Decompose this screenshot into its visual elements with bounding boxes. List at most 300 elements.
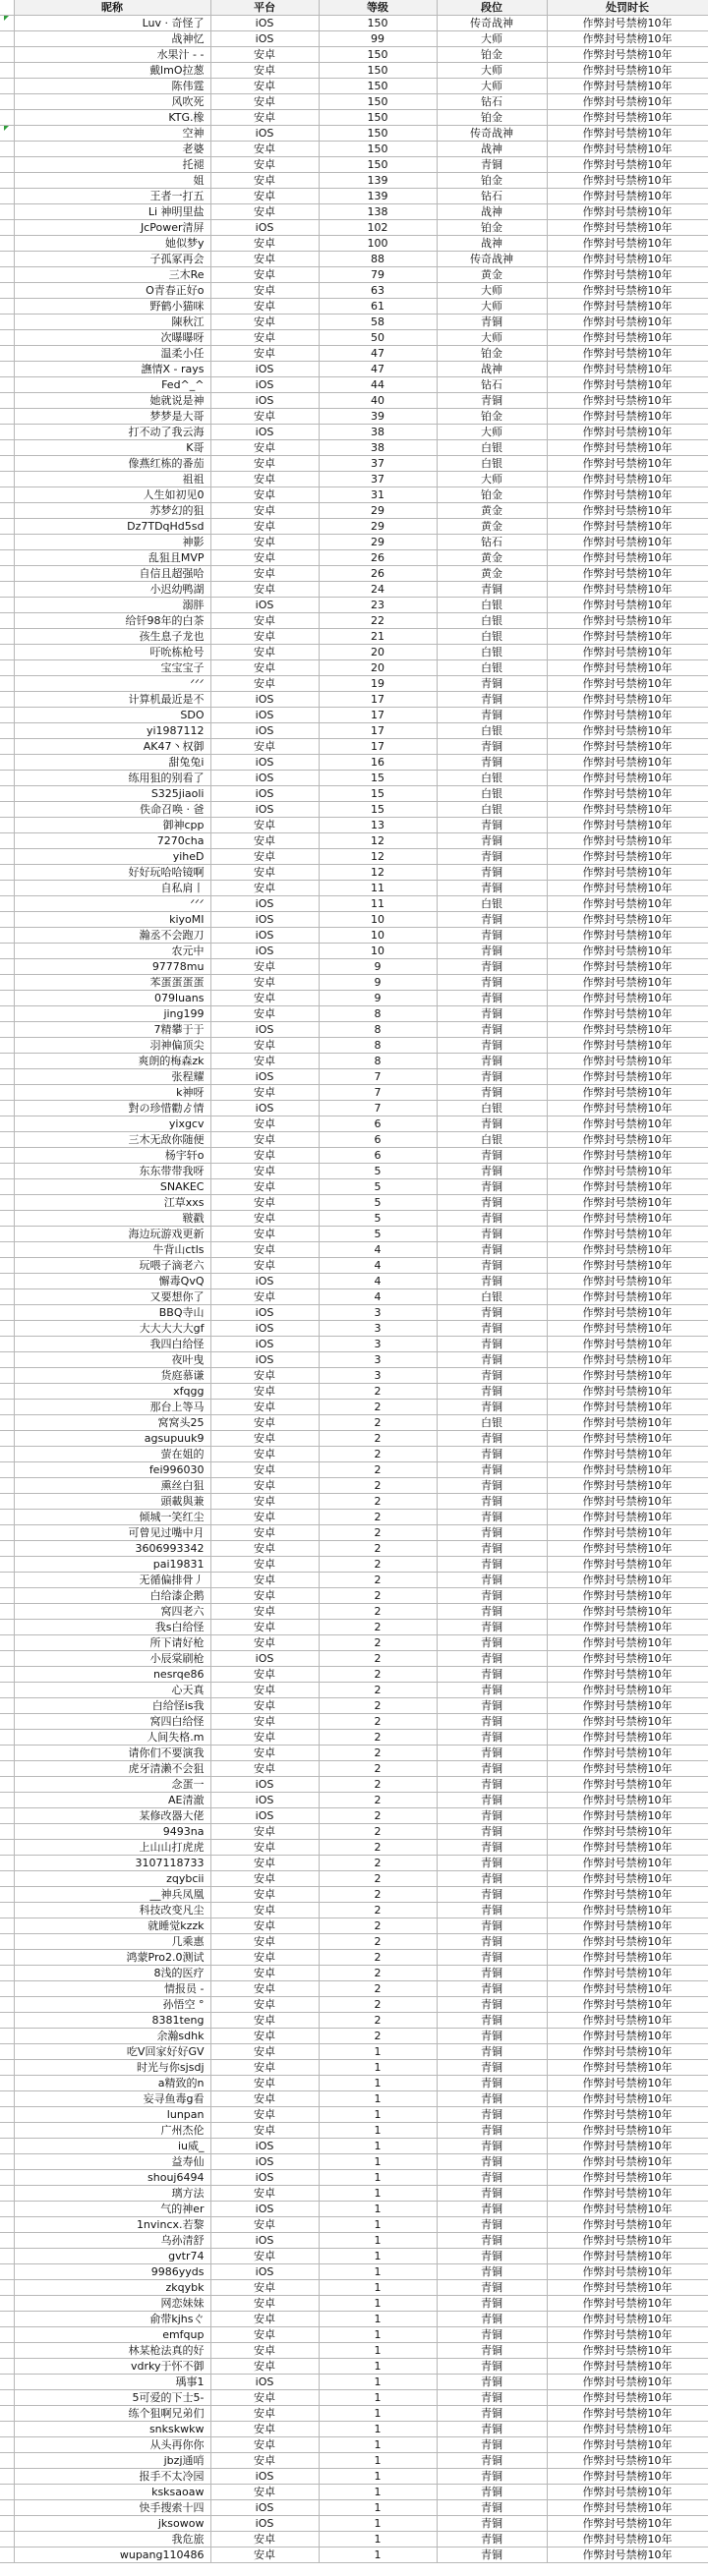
cell-platform: 安卓 — [210, 818, 319, 833]
cell-platform: iOS — [210, 1352, 319, 1368]
cell-platform: 安卓 — [210, 110, 319, 126]
row-gutter — [0, 1085, 14, 1101]
cell-level: 2 — [319, 1620, 437, 1635]
cell-platform: 安卓 — [210, 1997, 319, 2013]
cell-penalty: 作弊封号禁榜10年 — [547, 425, 708, 440]
cell-level: 12 — [319, 833, 437, 849]
cell-rank: 大师 — [437, 425, 547, 440]
cell-penalty: 作弊封号禁榜10年 — [547, 771, 708, 786]
cell-name: 水果汁 - - — [14, 47, 210, 63]
cell-rank: 青铜 — [437, 1824, 547, 1840]
cell-level: 1 — [319, 2233, 437, 2249]
table-row — [0, 1274, 708, 1289]
row-gutter — [0, 1022, 14, 1038]
cell-penalty: 作弊封号禁榜10年 — [547, 944, 708, 959]
row-gutter — [0, 1101, 14, 1116]
cell-level: 2 — [319, 1714, 437, 1730]
row-gutter — [0, 472, 14, 487]
row-gutter — [0, 1651, 14, 1667]
cell-rank: 青铜 — [437, 755, 547, 771]
cell-rank: 青铜 — [437, 1321, 547, 1337]
table-row — [0, 362, 708, 377]
cell-name: 8381teng — [14, 2013, 210, 2029]
cell-platform: 安卓 — [210, 1746, 319, 1761]
cell-penalty: 作弊封号禁榜10年 — [547, 2044, 708, 2060]
cell-penalty: 作弊封号禁榜10年 — [547, 283, 708, 299]
cell-penalty: 作弊封号禁榜10年 — [547, 346, 708, 362]
cell-rank: 青铜 — [437, 1604, 547, 1620]
row-gutter — [0, 959, 14, 975]
cell-platform: iOS — [210, 2154, 319, 2170]
row-gutter — [0, 786, 14, 802]
cell-level: 150 — [319, 79, 437, 94]
cell-penalty: 作弊封号禁榜10年 — [547, 1085, 708, 1101]
table-row — [0, 786, 708, 802]
cell-level: 1 — [319, 2044, 437, 2060]
cell-platform: 安卓 — [210, 173, 319, 189]
cell-level: 17 — [319, 708, 437, 723]
cell-level: 1 — [319, 2217, 437, 2233]
cell-platform: 安卓 — [210, 959, 319, 975]
row-gutter — [0, 1934, 14, 1950]
cell-rank: 白银 — [437, 1289, 547, 1305]
row-gutter — [0, 283, 14, 299]
table-row — [0, 1400, 708, 1415]
cell-rank: 青铜 — [437, 2076, 547, 2091]
cell-level: 1 — [319, 2202, 437, 2217]
cell-penalty: 作弊封号禁榜10年 — [547, 896, 708, 912]
row-gutter — [0, 1871, 14, 1887]
table-row — [0, 2406, 708, 2422]
cell-level: 1 — [319, 2170, 437, 2186]
cell-level: 37 — [319, 456, 437, 472]
cell-rank: 青铜 — [437, 2280, 547, 2296]
cell-level: 61 — [319, 299, 437, 315]
cell-penalty: 作弊封号禁榜10年 — [547, 991, 708, 1006]
cell-platform: 安卓 — [210, 409, 319, 425]
cell-platform: 安卓 — [210, 2076, 319, 2091]
cell-penalty: 作弊封号禁榜10年 — [547, 1400, 708, 1415]
cell-name: 吁吮栋枪号 — [14, 645, 210, 660]
row-gutter — [0, 723, 14, 739]
table-row — [0, 1431, 708, 1447]
cell-name: 溺胖 — [14, 598, 210, 613]
row-gutter — [0, 1683, 14, 1698]
row-gutter — [0, 2264, 14, 2280]
row-gutter — [0, 47, 14, 63]
table-row — [0, 487, 708, 503]
row-gutter — [0, 1588, 14, 1604]
cell-penalty: 作弊封号禁榜10年 — [547, 613, 708, 629]
cell-rank: 青铜 — [437, 2154, 547, 2170]
row-gutter — [0, 2516, 14, 2532]
table-row — [0, 944, 708, 959]
cell-platform: 安卓 — [210, 1132, 319, 1148]
table-row — [0, 2327, 708, 2343]
cell-level: 37 — [319, 472, 437, 487]
table-row — [0, 2044, 708, 2060]
row-gutter — [0, 818, 14, 833]
table-row — [0, 79, 708, 94]
cell-rank: 青铜 — [437, 1871, 547, 1887]
cell-penalty: 作弊封号禁榜10年 — [547, 723, 708, 739]
cell-level: 2 — [319, 1478, 437, 1494]
cell-platform: 安卓 — [210, 157, 319, 173]
cell-level: 2 — [319, 1793, 437, 1808]
cell-penalty: 作弊封号禁榜10年 — [547, 472, 708, 487]
cell-penalty: 作弊封号禁榜10年 — [547, 802, 708, 818]
cell-level: 100 — [319, 236, 437, 252]
cell-penalty: 作弊封号禁榜10年 — [547, 2327, 708, 2343]
cell-name: 窝窝头25 — [14, 1415, 210, 1431]
cell-level: 2 — [319, 1730, 437, 1746]
cell-rank: 青铜 — [437, 2249, 547, 2264]
cell-level: 21 — [319, 629, 437, 645]
cell-penalty: 作弊封号禁榜10年 — [547, 1069, 708, 1085]
cell-level: 7 — [319, 1069, 437, 1085]
cell-level: 10 — [319, 944, 437, 959]
cell-platform: 安卓 — [210, 2437, 319, 2453]
cell-platform: 安卓 — [210, 535, 319, 550]
cell-name: a精致的n — [14, 2076, 210, 2091]
cell-name: 她就说是神 — [14, 393, 210, 409]
cell-rank: 青铜 — [437, 2422, 547, 2437]
table-row — [0, 2123, 708, 2139]
cell-rank: 青铜 — [437, 1478, 547, 1494]
cell-rank: 青铜 — [437, 928, 547, 944]
table-row — [0, 1667, 708, 1683]
table-row — [0, 2139, 708, 2154]
cell-name: 练个狙啊兄弟们 — [14, 2406, 210, 2422]
cell-name: emfqup — [14, 2327, 210, 2343]
cell-penalty: 作弊封号禁榜10年 — [547, 1227, 708, 1242]
row-gutter — [0, 2485, 14, 2500]
row-gutter — [0, 1431, 14, 1447]
cell-level: 2 — [319, 1588, 437, 1604]
cell-level: 6 — [319, 1132, 437, 1148]
cell-rank: 青铜 — [437, 2170, 547, 2186]
row-gutter — [0, 142, 14, 157]
cell-platform: 安卓 — [210, 582, 319, 598]
cell-name: O青春正好o — [14, 283, 210, 299]
cell-platform: 安卓 — [210, 2186, 319, 2202]
cell-penalty: 作弊封号禁榜10年 — [547, 566, 708, 582]
cell-platform: iOS — [210, 1321, 319, 1337]
cell-platform: 安卓 — [210, 142, 319, 157]
cell-platform: 安卓 — [210, 299, 319, 315]
cell-platform: iOS — [210, 1651, 319, 1667]
cell-rank: 白银 — [437, 629, 547, 645]
row-gutter — [0, 660, 14, 676]
row-gutter — [0, 582, 14, 598]
cell-level: 1 — [319, 2312, 437, 2327]
cell-penalty: 作弊封号禁榜10年 — [547, 849, 708, 865]
table-row — [0, 204, 708, 220]
cell-penalty: 作弊封号禁榜10年 — [547, 173, 708, 189]
cell-rank: 白银 — [437, 456, 547, 472]
cell-platform: iOS — [210, 393, 319, 409]
cell-rank: 青铜 — [437, 2044, 547, 2060]
row-gutter — [0, 535, 14, 550]
cell-level: 1 — [319, 2091, 437, 2107]
cell-name: KTG.橡 — [14, 110, 210, 126]
table-row — [0, 1337, 708, 1352]
cell-rank: 青铜 — [437, 2485, 547, 2500]
cell-level: 2 — [319, 1746, 437, 1761]
cell-penalty: 作弊封号禁榜10年 — [547, 1793, 708, 1808]
cell-level: 26 — [319, 550, 437, 566]
cell-level: 2 — [319, 1651, 437, 1667]
cell-rank: 青铜 — [437, 1557, 547, 1573]
cell-rank: 青铜 — [437, 1966, 547, 1981]
cell-level: 1 — [319, 2280, 437, 2296]
table-row — [0, 2091, 708, 2107]
row-gutter — [0, 440, 14, 456]
cell-name: 林某枪法真的好 — [14, 2343, 210, 2359]
cell-level: 2 — [319, 1415, 437, 1431]
cell-penalty: 作弊封号禁榜10年 — [547, 1195, 708, 1211]
table-row — [0, 928, 708, 944]
row-gutter — [0, 63, 14, 79]
cell-penalty: 作弊封号禁榜10年 — [547, 1667, 708, 1683]
cell-penalty: 作弊封号禁榜10年 — [547, 786, 708, 802]
cell-name: 孩生息子龙也 — [14, 629, 210, 645]
table-row — [0, 267, 708, 283]
table-row — [0, 2186, 708, 2202]
table-row — [0, 1604, 708, 1620]
cell-rank: 青铜 — [437, 1698, 547, 1714]
cell-rank: 青铜 — [437, 991, 547, 1006]
cell-rank: 青铜 — [437, 2406, 547, 2422]
cell-name: 我四白给怪 — [14, 1337, 210, 1352]
cell-rank: 青铜 — [437, 2013, 547, 2029]
cell-penalty: 作弊封号禁榜10年 — [547, 2029, 708, 2044]
cell-name: 给钎98年的白茶 — [14, 613, 210, 629]
cell-penalty: 作弊封号禁榜10年 — [547, 1557, 708, 1573]
cell-level: 1 — [319, 2437, 437, 2453]
cell-name: 练用狙的别看了 — [14, 771, 210, 786]
cell-penalty: 作弊封号禁榜10年 — [547, 31, 708, 47]
row-gutter — [0, 1132, 14, 1148]
cell-name: 广州杰伦 — [14, 2123, 210, 2139]
cell-level: 88 — [319, 252, 437, 267]
cell-penalty: 作弊封号禁榜10年 — [547, 755, 708, 771]
cell-name: 瀚丞不会跑刀 — [14, 928, 210, 944]
row-gutter-header — [0, 0, 14, 16]
cell-platform: iOS — [210, 2139, 319, 2154]
cell-name: 心天真 — [14, 1683, 210, 1698]
table-row — [0, 2233, 708, 2249]
cell-penalty: 作弊封号禁榜10年 — [547, 1211, 708, 1227]
cell-penalty: 作弊封号禁榜10年 — [547, 2453, 708, 2469]
row-gutter — [0, 2422, 14, 2437]
table-row — [0, 1211, 708, 1227]
row-gutter — [0, 629, 14, 645]
cell-rank: 战神 — [437, 142, 547, 157]
cell-platform: 安卓 — [210, 1588, 319, 1604]
row-gutter — [0, 692, 14, 708]
cell-penalty: 作弊封号禁榜10年 — [547, 2485, 708, 2500]
cell-rank: 青铜 — [437, 2516, 547, 2532]
cell-platform: 安卓 — [210, 267, 319, 283]
cell-name: 鸿蒙Pro2.0测试 — [14, 1950, 210, 1966]
table-row — [0, 31, 708, 47]
cell-rank: 白银 — [437, 896, 547, 912]
cell-level: 12 — [319, 849, 437, 865]
row-gutter — [0, 1447, 14, 1462]
cell-penalty: 作弊封号禁榜10年 — [547, 1997, 708, 2013]
cell-rank: 青铜 — [437, 1085, 547, 1101]
cell-platform: 安卓 — [210, 2296, 319, 2312]
row-gutter — [0, 2217, 14, 2233]
cell-level: 79 — [319, 267, 437, 283]
cell-penalty: 作弊封号禁榜10年 — [547, 1730, 708, 1746]
row-gutter — [0, 2547, 14, 2563]
row-gutter — [0, 1698, 14, 1714]
cell-level: 29 — [319, 535, 437, 550]
cell-platform: 安卓 — [210, 1116, 319, 1132]
cell-name: 网恋妹妹 — [14, 2296, 210, 2312]
cell-platform: 安卓 — [210, 1635, 319, 1651]
table-row — [0, 16, 708, 31]
row-gutter — [0, 94, 14, 110]
cell-name: 空神 — [14, 126, 210, 142]
cell-name: __神兵凤凰 — [14, 1887, 210, 1903]
cell-platform: iOS — [210, 1793, 319, 1808]
cell-level: 58 — [319, 315, 437, 330]
cell-platform: iOS — [210, 1777, 319, 1793]
cell-penalty: 作弊封号禁榜10年 — [547, 1934, 708, 1950]
cell-rank: 铂金 — [437, 220, 547, 236]
table-row — [0, 2469, 708, 2485]
row-gutter — [0, 16, 14, 31]
table-row — [0, 975, 708, 991]
row-gutter — [0, 896, 14, 912]
row-gutter — [0, 1573, 14, 1588]
cell-name: 情报员 - — [14, 1981, 210, 1997]
cell-platform: 安卓 — [210, 1510, 319, 1525]
table-row — [0, 1494, 708, 1510]
cell-name: 就睡觉kzzk — [14, 1918, 210, 1934]
row-gutter — [0, 377, 14, 393]
cell-level: 102 — [319, 220, 437, 236]
row-gutter — [0, 236, 14, 252]
cell-name: 譕情X - rays — [14, 362, 210, 377]
cell-level: 150 — [319, 110, 437, 126]
cell-level: 3 — [319, 1368, 437, 1384]
cell-name: 懈毒QvQ — [14, 1274, 210, 1289]
cell-name: 1nvincx.若黎 — [14, 2217, 210, 2233]
cell-name: jbzj通哨 — [14, 2453, 210, 2469]
cell-penalty: 作弊封号禁榜10年 — [547, 2406, 708, 2422]
header-rank: 段位 — [437, 0, 547, 16]
cell-level: 39 — [319, 409, 437, 425]
cell-level: 2 — [319, 1447, 437, 1462]
table-row — [0, 881, 708, 896]
cell-platform: 安卓 — [210, 676, 319, 692]
cell-penalty: 作弊封号禁榜10年 — [547, 1525, 708, 1541]
cell-penalty: 作弊封号禁榜10年 — [547, 204, 708, 220]
table-row — [0, 833, 708, 849]
cell-level: 4 — [319, 1274, 437, 1289]
cell-rank: 青铜 — [437, 692, 547, 708]
table-row — [0, 1730, 708, 1746]
cell-platform: 安卓 — [210, 1211, 319, 1227]
row-gutter — [0, 1462, 14, 1478]
cell-name: 7270cha — [14, 833, 210, 849]
row-gutter — [0, 1824, 14, 1840]
cell-level: 29 — [319, 519, 437, 535]
cell-rank: 青铜 — [437, 833, 547, 849]
table-row — [0, 2264, 708, 2280]
cell-rank: 青铜 — [437, 944, 547, 959]
table-row — [0, 912, 708, 928]
cell-name: 次曝曝呀 — [14, 330, 210, 346]
cell-name: 子孤冢再会 — [14, 252, 210, 267]
cell-penalty: 作弊封号禁榜10年 — [547, 928, 708, 944]
row-gutter — [0, 1227, 14, 1242]
table-row — [0, 550, 708, 566]
cell-name: 羽神偏顶尖 — [14, 1038, 210, 1054]
cell-platform: iOS — [210, 2469, 319, 2485]
table-row — [0, 47, 708, 63]
cell-rank: 青铜 — [437, 1431, 547, 1447]
cell-name: 战神忆 — [14, 31, 210, 47]
cell-name: 计算机最近是不 — [14, 692, 210, 708]
cell-level: 1 — [319, 2516, 437, 2532]
table-row — [0, 252, 708, 267]
cell-platform: 安卓 — [210, 1620, 319, 1635]
cell-penalty: 作弊封号禁榜10年 — [547, 1683, 708, 1698]
row-gutter — [0, 1840, 14, 1856]
cell-name: jksowow — [14, 2516, 210, 2532]
cell-rank: 战神 — [437, 204, 547, 220]
table-row — [0, 1069, 708, 1085]
cell-level: 1 — [319, 2547, 437, 2563]
cell-penalty: 作弊封号禁榜10年 — [547, 2091, 708, 2107]
cell-rank: 青铜 — [437, 2327, 547, 2343]
cell-name: 璃方法 — [14, 2186, 210, 2202]
table-row — [0, 708, 708, 723]
cell-rank: 白银 — [437, 660, 547, 676]
row-gutter — [0, 2249, 14, 2264]
cell-platform: 安卓 — [210, 1431, 319, 1447]
cell-level: 1 — [319, 2469, 437, 2485]
cell-level: 26 — [319, 566, 437, 582]
cell-penalty: 作弊封号禁榜10年 — [547, 1777, 708, 1793]
cell-rank: 青铜 — [437, 1651, 547, 1667]
cell-platform: 安卓 — [210, 629, 319, 645]
row-gutter — [0, 849, 14, 865]
cell-platform: 安卓 — [210, 1966, 319, 1981]
table-row — [0, 1777, 708, 1793]
cell-penalty: 作弊封号禁榜10年 — [547, 2123, 708, 2139]
cell-level: 12 — [319, 865, 437, 881]
cell-penalty: 作弊封号禁榜10年 — [547, 1966, 708, 1981]
table-row — [0, 2547, 708, 2563]
cell-rank: 青铜 — [437, 2312, 547, 2327]
row-gutter — [0, 1793, 14, 1808]
cell-rank: 白银 — [437, 771, 547, 786]
cell-rank: 黄金 — [437, 519, 547, 535]
row-gutter — [0, 2343, 14, 2359]
cell-rank: 青铜 — [437, 2233, 547, 2249]
cell-level: 38 — [319, 425, 437, 440]
table-row — [0, 2485, 708, 2500]
cell-penalty: 作弊封号禁榜10年 — [547, 2060, 708, 2076]
table-row — [0, 2060, 708, 2076]
cell-rank: 钻石 — [437, 94, 547, 110]
